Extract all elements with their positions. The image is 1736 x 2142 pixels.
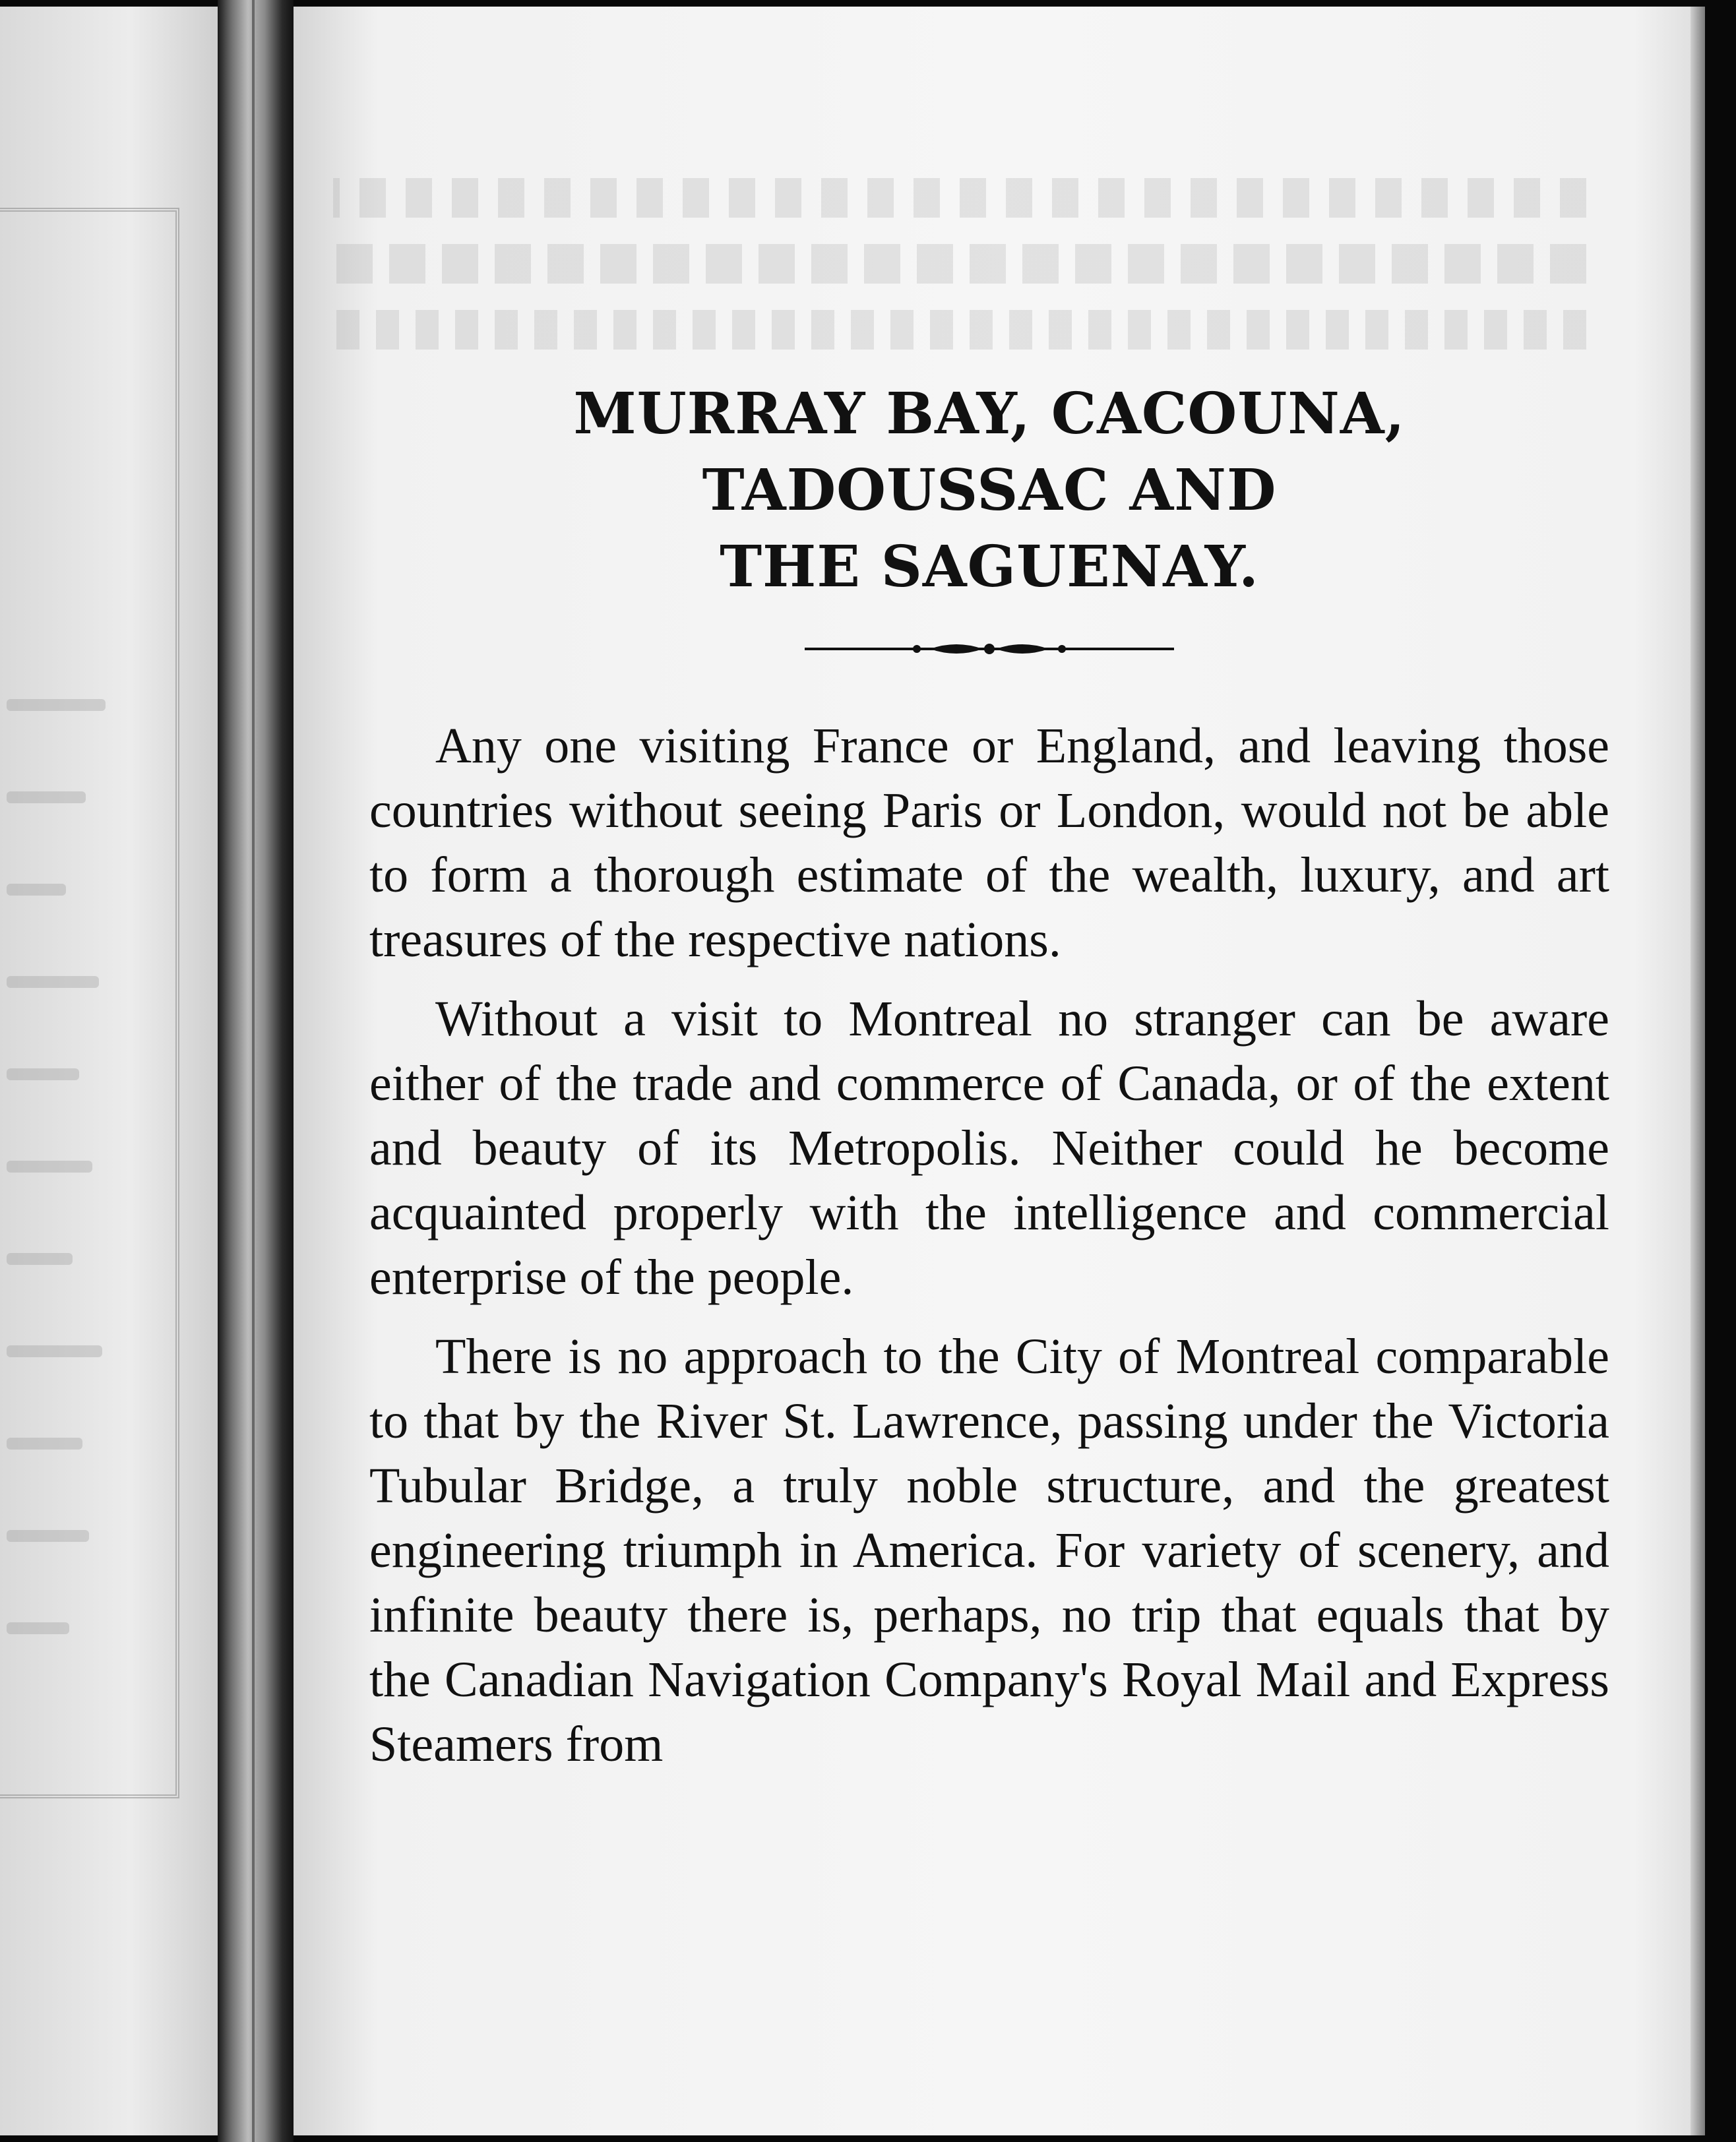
section-heading <box>369 376 1609 605</box>
ornamental-rule-icon <box>805 637 1174 661</box>
left-facing-page <box>0 7 218 2135</box>
paragraph-2: Without a visit to Montreal no stranger can be aware either of the trade and commerce of Canada, or of the extent and beauty of its Metropolis. Neither could he become acquainted properly with the intelligence and commercial enterprise of the people. <box>369 991 1609 1305</box>
faded-text-fragment <box>7 976 99 988</box>
page-right-edge <box>1690 7 1705 2135</box>
faded-text-fragment <box>7 1345 102 1357</box>
faded-text-fragment <box>7 791 86 803</box>
book-binding-gutter <box>218 0 294 2142</box>
show-through-texture <box>333 178 1586 218</box>
faded-text-fragment <box>7 1253 73 1265</box>
right-page <box>294 7 1705 2135</box>
gutter-fold <box>252 0 255 2142</box>
heading-line-1: MURRAY BAY, CACOUNA, TADOUSSAC AND <box>573 381 1406 524</box>
faded-text-fragment <box>7 1161 92 1173</box>
show-through-texture <box>333 244 1586 284</box>
faded-text-fragment <box>7 1530 89 1542</box>
left-page-border <box>0 208 179 1798</box>
show-through-texture <box>333 310 1586 350</box>
paragraph-1: Any one visiting France or England, and leaving those countries without seeing Paris or London, would not be able to form a thorough estimate of the wealth, luxury, and art treasures of the respective nations. <box>369 718 1609 967</box>
faded-text-fragment <box>7 884 66 896</box>
paragraph-3: There is no approach to the City of Montreal comparable to that by the River St. Lawrence, passing under the Victoria Tubular Bridge, a truly noble structure, and the greatest engineering triumph in America. For variety of scenery, and infinite beauty there is, perhaps, no trip that equals that by the Canadian Navigation Company's Royal Mail and Express Steamers from <box>369 1329 1609 1772</box>
faded-text-fragment <box>7 699 106 711</box>
faded-text-fragment <box>7 1068 79 1080</box>
page-body <box>369 376 1609 1791</box>
heading-line-2: THE SAGUENAY. <box>720 534 1259 600</box>
faded-text-fragment <box>7 1622 69 1634</box>
faded-text-fragment <box>7 1438 82 1450</box>
